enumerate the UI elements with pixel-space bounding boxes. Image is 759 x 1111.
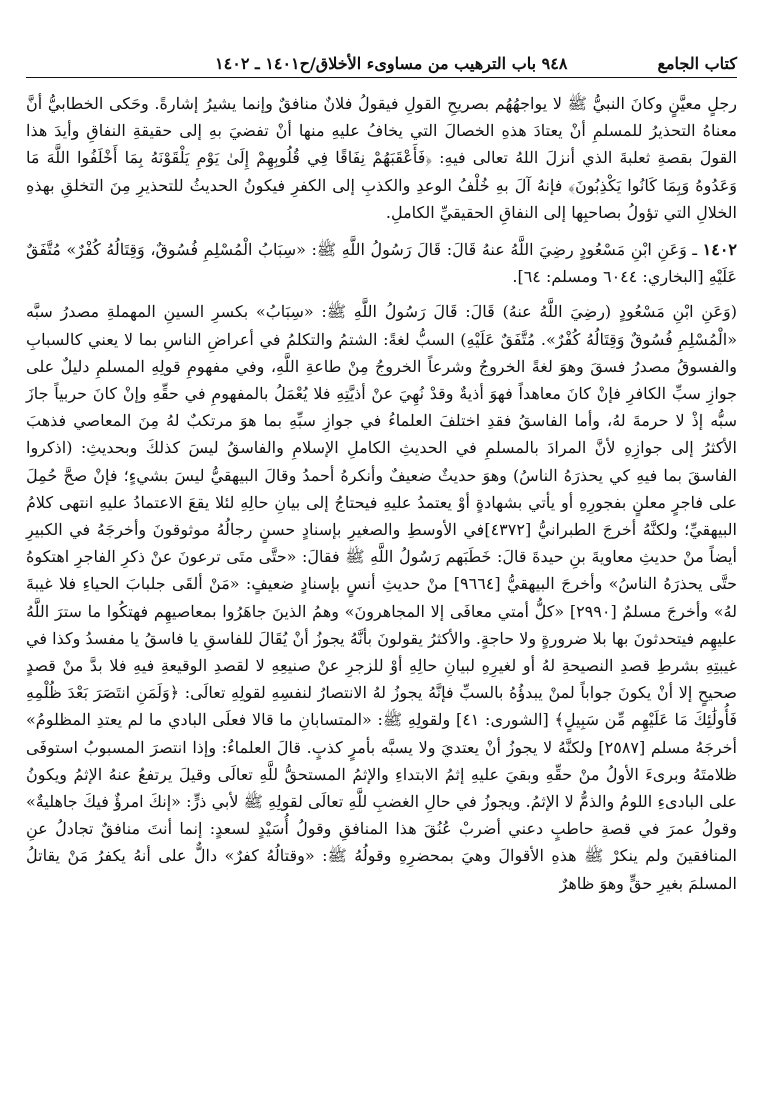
running-header	[26, 0, 737, 78]
hadith-text: ـ وَعَنِ ابْنِ مَسْعُودٍ رضِيَ اللَّهُ عنهُ قَالَ: قَالَ رَسُولُ اللَّهِ ﷺ: «سِبَابُ الْمُسْلِمِ فُسُوقٌ، وَقِتَالُهُ كُفْرٌ» مُتَّفَقٌ عَلَيْهِ [البخاري: ٦٠٤٤ ومسلم: ٦٤].	[26, 240, 737, 287]
book-title: كتاب الجامع	[657, 54, 737, 73]
hadith-paragraph	[26, 236, 737, 290]
commentary-paragraph: رجلٍ معيَّنٍ وكانَ النبيُّ ﷺ لا يواجهُهُم بصريحِ القولِ فيقولُ فلانٌ منافقٌ وإنما يشيرُ إشارةً. وحَكى الخطابيُّ أنَّ معناهُ التحذيرُ للمسلمِ أنْ يعتادَ هذهِ الخصالَ التي يخافُ عليهِ منها أنْ تفضيَ بهِ إلى حقيقةِ النفاقِ وأيدَ هذا القولَ بقصةِ ثعلبةَ الذي أنزلَ اللهُ تعالى فيهِ: ﴿فَأَعْقَبَهُمْ نِفَاقًا فِي قُلُوبِهِمْ إِلَىٰ يَوْمِ يَلْقَوْنَهُ بِمَا أَخْلَفُوا اللَّهَ مَا وَعَدُوهُ وَبِمَا كَانُوا يَكْذِبُونَ﴾ فإنهُ آلَ بهِ خُلْفُ الوعدِ والكذبِ إلى الكفرِ فيكونُ الحديثُ للتحذيرِ مِنَ التخلقِ بهذهِ الخلالِ التي تؤولُ بصاحبِها إلى النفاقِ الحقيقيِّ الكاملِ.	[26, 94, 737, 222]
hadith-number: ١٤٠٢	[702, 240, 737, 260]
chapter-heading: ٩٤٨ باب الترهيب من مساوىء الأخلاق/ح١٤٠١ ـ ١٤٠٢	[215, 54, 568, 73]
explanation-paragraph: (وَعَنِ ابْنِ مَسْعُودٍ (رضِيَ اللَّهُ عنهُ) قَالَ: قَالَ رَسُولُ اللَّهِ ﷺ: «سِبَابُ» بكسرِ السينِ المهملةِ مصدرُ سبَّه «الْمُسْلِمِ فُسُوقٌ وَقِتَالُهُ كُفْرٌ». مُتَّفَقٌ عَلَيْهِ) السبُّ لغةً: الشتمُ والتكلمُ في أعراضِ الناسِ بما لا يعني كالسبابِ والفسوقُ مصدرُ فسقَ وهوَ لغةً الخروجُ وشرعاً الخروجُ مِنْ طاعةِ اللَّهِ، وفي مفهومِ قولِهِ المسلمِ دليلٌ على جوازِ سبِّ الكافرِ فإنْ كانَ معاهداً فهوَ أذيةٌ وقدْ نُهِيَ عنْ أذيَّتِهِ فلا يُعْمَلُ بالمفهومِ في حقِّهِ وإنْ كانَ حربياً جازَ سبُّه إذْ لا حرمةَ لهُ، وأما الفاسقُ فقدِ اختلفَ العلماءُ في جوازِ سبِّهِ بما هوَ مرتكبٌ لهُ مِنَ المعاصي فذهبَ الأكثرُ إلى جوازِهِ لأنَّ المرادَ بالمسلمِ في الحديثِ الكاملِ الإسلامِ والفاسقُ ليسَ كذلكَ وبحديثِ: (اذكروا الفاسقَ بما فيهِ كي يحذرَهُ الناسُ) وهوَ حديثٌ ضعيفٌ وأنكرهُ أحمدُ وقالَ البيهقيُّ ليسَ بشيءٍ؛ فإنْ صحَّ حُمِلَ على فاجرٍ معلنٍ بفجورِهِ أو يأتي بشهادةٍ أوْ يعتمدُ عليهِ فيحتاجُ إلى بيانِ حالِهِ لئلا يقعَ الاعتمادُ عليهِ انتهى كلامُ البيهقيِّ؛ ولكنَّهُ أخرجَ الطبرانيُّ [٤٣٧٢]في الأوسطِ والصغيرِ بإسنادٍ حسنٍ رجالُهُ موثوقونَ وأخرجَهُ في الكبيرِ أيضاً منْ حديثِ معاويةَ بنِ حيدةَ قالَ: خَطَبَهم رَسُولُ اللَّهِ ﷺ فقالَ: «حتَّى متَى ترعونَ عنْ ذكرِ الفاجرِ اهتكوهُ حتَّى يحذرَهُ الناسُ» وأخرجَ البيهقيُّ [٩٦٦٤] منْ حديثِ أنسٍ بإسنادٍ ضعيفٍ: «مَنْ ألقَى جلبابَ الحياءِ فلا غيبةَ لهُ» وأخرجَ مسلمٌ [٢٩٩٠] «كلُّ أمتي معافَى إلا المجاهرونَ» وهمُ الذينَ جاهَرُوا بمعاصيهِم فهتكُوا ما سترَ اللَّهُ عليهِم فيتحدثونَ بها بلا ضرورةٍ ولا حاجةٍ. والأكثرُ يقولونَ بأنَّهُ يجوزُ أنْ يُقَالَ للفاسقِ يا فاسقُ يا مفسدُ وكذا في غيبتِهِ بشرطِ قصدِ النصيحةِ لهُ أو لغيرِهِ لبيانِ حالِهِ أوْ للزجرِ عنْ صنيعِهِ لا لقصدِ الوقيعةِ فيهِ فلا بدَّ منْ قصدٍ صحيحٍ إلا أنْ يكونَ جواباً لمنْ يبدؤُهُ بالسبِّ فإنَّهُ يجوزُ لهُ الانتصارُ لنفسِهِ لقولِهِ تعالَى: ﴿وَلَمَنِ انتَصَرَ بَعْدَ ظُلْمِهِ فَأُولَٰئِكَ مَا عَلَيْهِم مِّن سَبِيلٍ﴾ [الشورى: ٤١] ولقولِهِ ﷺ: «المتسابانِ ما قالا فعلَى البادي ما لم يعتدِ المظلومُ» أخرجَهُ مسلم [٢٥٨٧] ولكنَّهُ لا يجوزُ أنْ يعتديَ ولا يسبَّه بأمرٍ كذبٍ. قالَ العلماءُ: وإذا انتصرَ المسبوبُ استوفَى ظلامتَهُ وبرىءَ الأولُ منْ حقِّهِ وبقيَ عليهِ إثمُ الابتداءِ والإثمُ المستحقُّ للَّهِ تعالَى وقيلَ يرتفعُ عنهُ الإثمُ ويكونُ على البادىءِ اللومُ والذمُّ لا الإثمُ. ويجوزُ في حالِ الغضبِ للَّهِ تعالَى لقولِهِ ﷺ لأبي ذرٍّ: «إنكَ امرؤٌ فيكَ جاهليةٌ» وقولُ عمرَ في قصةِ حاطبٍ دعني أضربْ عُنُقَ هذا المنافقِ وقولُ أُسَيْدٍ لسعدٍ: إنما أنتَ منافقٌ تجادلُ عنِ المنافقينَ ولم ينكرْ ﷺ هذهِ الأقوالَ وهيَ بمحضرِهِ وقولُهُ ﷺ: «وقتالُهُ كفرٌ» دالٌّ على أنهُ يكفرُ مَنْ يقاتلُ المسلمَ بغيرِ حقٍّ وهوَ ظاهرٌ	[26, 302, 738, 893]
